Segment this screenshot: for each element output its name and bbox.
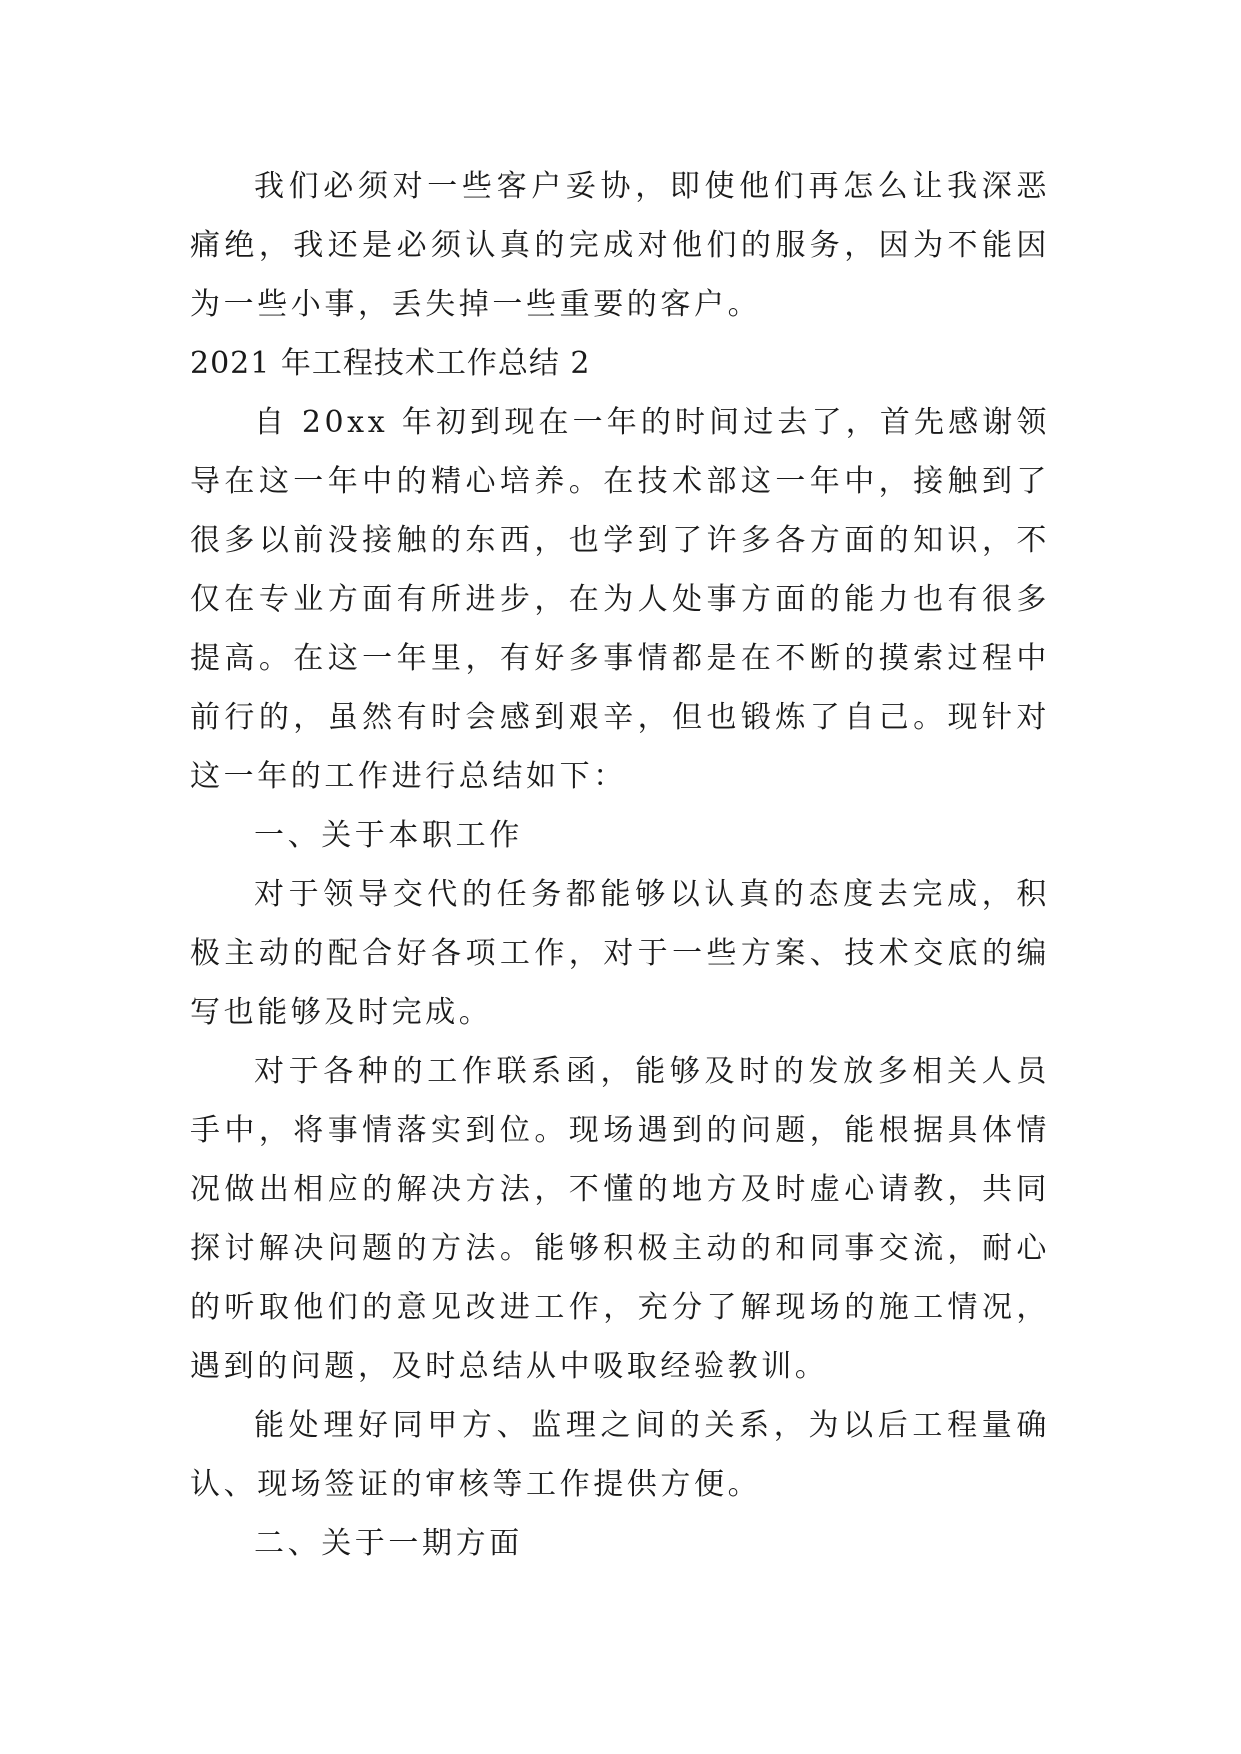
paragraph-communication: 对于各种的工作联系函，能够及时的发放多相关人员手中，将事情落实到位。现场遇到的问题，能根据具体情况做出相应的解决方法，不懂的地方及时虚心请教，共同探讨解决问题的方法。能够积极主动的和同事交流，耐心的听取他们的意见改进工作，充分了解现场的施工情况，遇到的问题，及时总结从中吸取经验教训。: [190, 1054, 1050, 1384]
document-title: 2021 年工程技术工作总结 2: [190, 346, 591, 381]
paragraph-intro: 自 20xx 年初到现在一年的时间过去了，首先感谢领导在这一年中的精心培养。在技术部这一年中，接触到了很多以前没接触的东西，也学到了许多各方面的知识，不仅在专业方面有所进步，在为人处事方面的能力也有很多提高。在这一年里，有好多事情都是在不断的摸索过程中前行的，虽然有时会感到艰辛，但也锻炼了自己。现针对这一年的工作进行总结如下：: [190, 405, 1050, 794]
section-heading-phase-one: 二、关于一期方面: [254, 1526, 523, 1561]
paragraph-client-compromise: 我们必须对一些客户妥协，即使他们再怎么让我深恶痛绝，我还是必须认真的完成对他们的服务，因为不能因为一些小事，丢失掉一些重要的客户。: [190, 169, 1050, 322]
section-heading-job-duties: 一、关于本职工作: [254, 818, 523, 853]
paragraph-tasks: 对于领导交代的任务都能够以认真的态度去完成，积极主动的配合好各项工作，对于一些方案、技术交底的编写也能够及时完成。: [190, 877, 1050, 1030]
paragraph-relations: 能处理好同甲方、监理之间的关系，为以后工程量确认、现场签证的审核等工作提供方便。: [190, 1408, 1050, 1502]
document-body: [190, 157, 1050, 1573]
